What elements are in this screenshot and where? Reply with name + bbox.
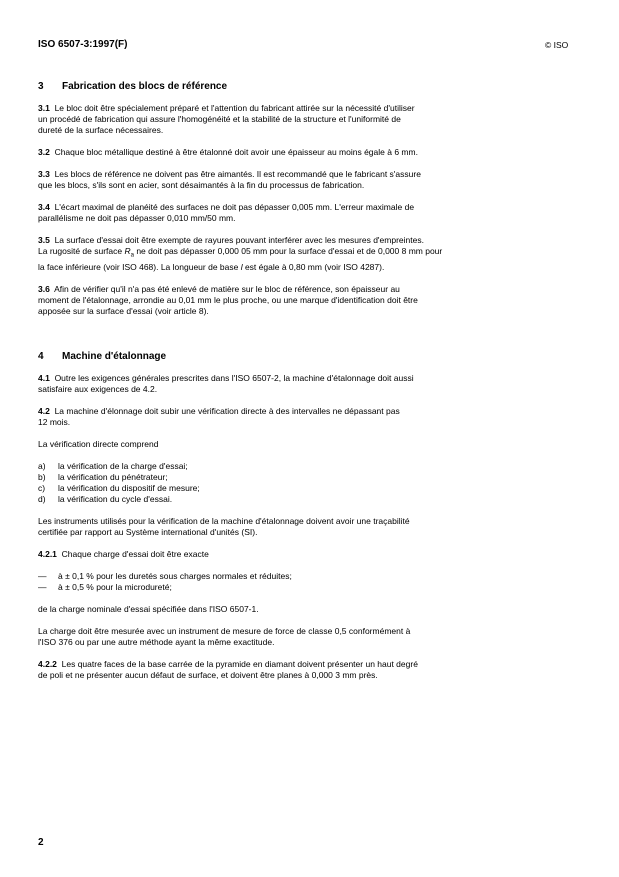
clause-4-2: 4.2 La machine d'élonnage doit subir une vérification directe à des intervalles ne dépassant pas 12 mois. [38,405,400,427]
list-item: a) la vérification de la charge d'essai; [38,460,188,471]
clause-4-1: 4.1 Outre les exigences générales prescrites dans l'ISO 6507-2, la machine d'étalonnage doit aussi satisfaire aux exigences de 4.2. [38,372,414,394]
section-3-heading: 3 Fabrication des blocs de référence [38,81,228,92]
clause-3-6: 3.6 Afin de vérifier qu'il n'a pas été enlevé de matière sur le bloc de référence, son épaisseur au moment de l'étalonnage, arrondie au 0,01 mm le plus proche, ou une marque d'identification doit être apposée sur la surface d'essai (voir article 8). [38,283,418,316]
page-number: 2 [38,837,44,848]
clause-3-5: 3.5 La surface d'essai doit être exempte de rayures pouvant interférer avec les mesures d'empreintes. La rugosité de surface $R_a$ ne doit pas dépasser 0,000 05 mm pour la surface d'essai et de 0,000 8 mm pour la face inférieure (voir ISO 468). La longueur de base l est égale à 0,80 mm (voir ISO 4287). [38,235,443,272]
traceability-paragraph: Les instruments utilisés pour la vérification de la machine d'étalonnage doivent avoir une traçabilité certifiée par rapport au Système international d'unités (SI). [38,515,410,537]
clause-4-2-2: 4.2.2 Les quatre faces de la base carrée de la pyramide en diamant doivent présenter un haut degré de poli et ne présenter aucun défaut de surface, et doivent être planes à 0,000 3 mm près. [38,658,418,680]
list-item: d) la vérification du cycle d'essai. [38,493,173,504]
document-id: ISO 6507-3:1997(F) [38,39,128,50]
list-item: — à ± 0,1 % pour les duretés sous charges normales et réduites; [38,570,292,581]
clause-4-2-1: 4.2.1 Chaque charge d'essai doit être exacte [38,548,209,559]
accuracy-list [38,571,583,593]
clause-3-4: 3.4 L'écart maximal de planéité des surfaces ne doit pas dépasser 0,005 mm. L'erreur maximale de parallélisme ne doit pas dépasser 0,010 mm/50 mm. [38,202,415,223]
list-item: b) la vérification du pénétrateur; [38,471,168,482]
list-item: c) la vérification du dispositif de mesure; [38,482,200,493]
force-measurement-paragraph: La charge doit être mesurée avec un instrument de mesure de force de classe 0,5 conformément à l'ISO 376 ou par une autre méthode ayant la même exactitude. [38,625,411,647]
copyright-mark: © ISO [545,40,569,50]
clause-3-1: 3.1 Le bloc doit être spécialement préparé et l'attention du fabricant attirée sur la nécessité d'utiliser un procédé de fabrication qui assure l'homogénéité et la stabilité de la structure et l'uniformité de dureté de la surface nécessaires. [38,103,415,135]
clause-3-3: 3.3 Les blocs de référence ne doivent pas être aimantés. Il est recommandé que le fabricant s'assure que les blocs, s'ils sont en acier, sont désaimantés à la fin du processus de fabrication. [38,169,421,190]
verification-list [38,461,583,505]
clause-3-2: 3.2 Chaque bloc métallique destiné à être étalonné doit avoir une épaisseur au moins égale à 6 mm. [38,147,418,157]
list-item: — à ± 0,5 % pour la microdureté; [38,581,172,592]
nominal-load-paragraph: de la charge nominale d'essai spécifiée dans l'ISO 6507-1. [38,603,259,614]
verification-intro: La vérification directe comprend [38,438,159,449]
page-body [38,80,583,681]
section-4-heading: 4 Machine d'étalonnage [38,350,167,362]
